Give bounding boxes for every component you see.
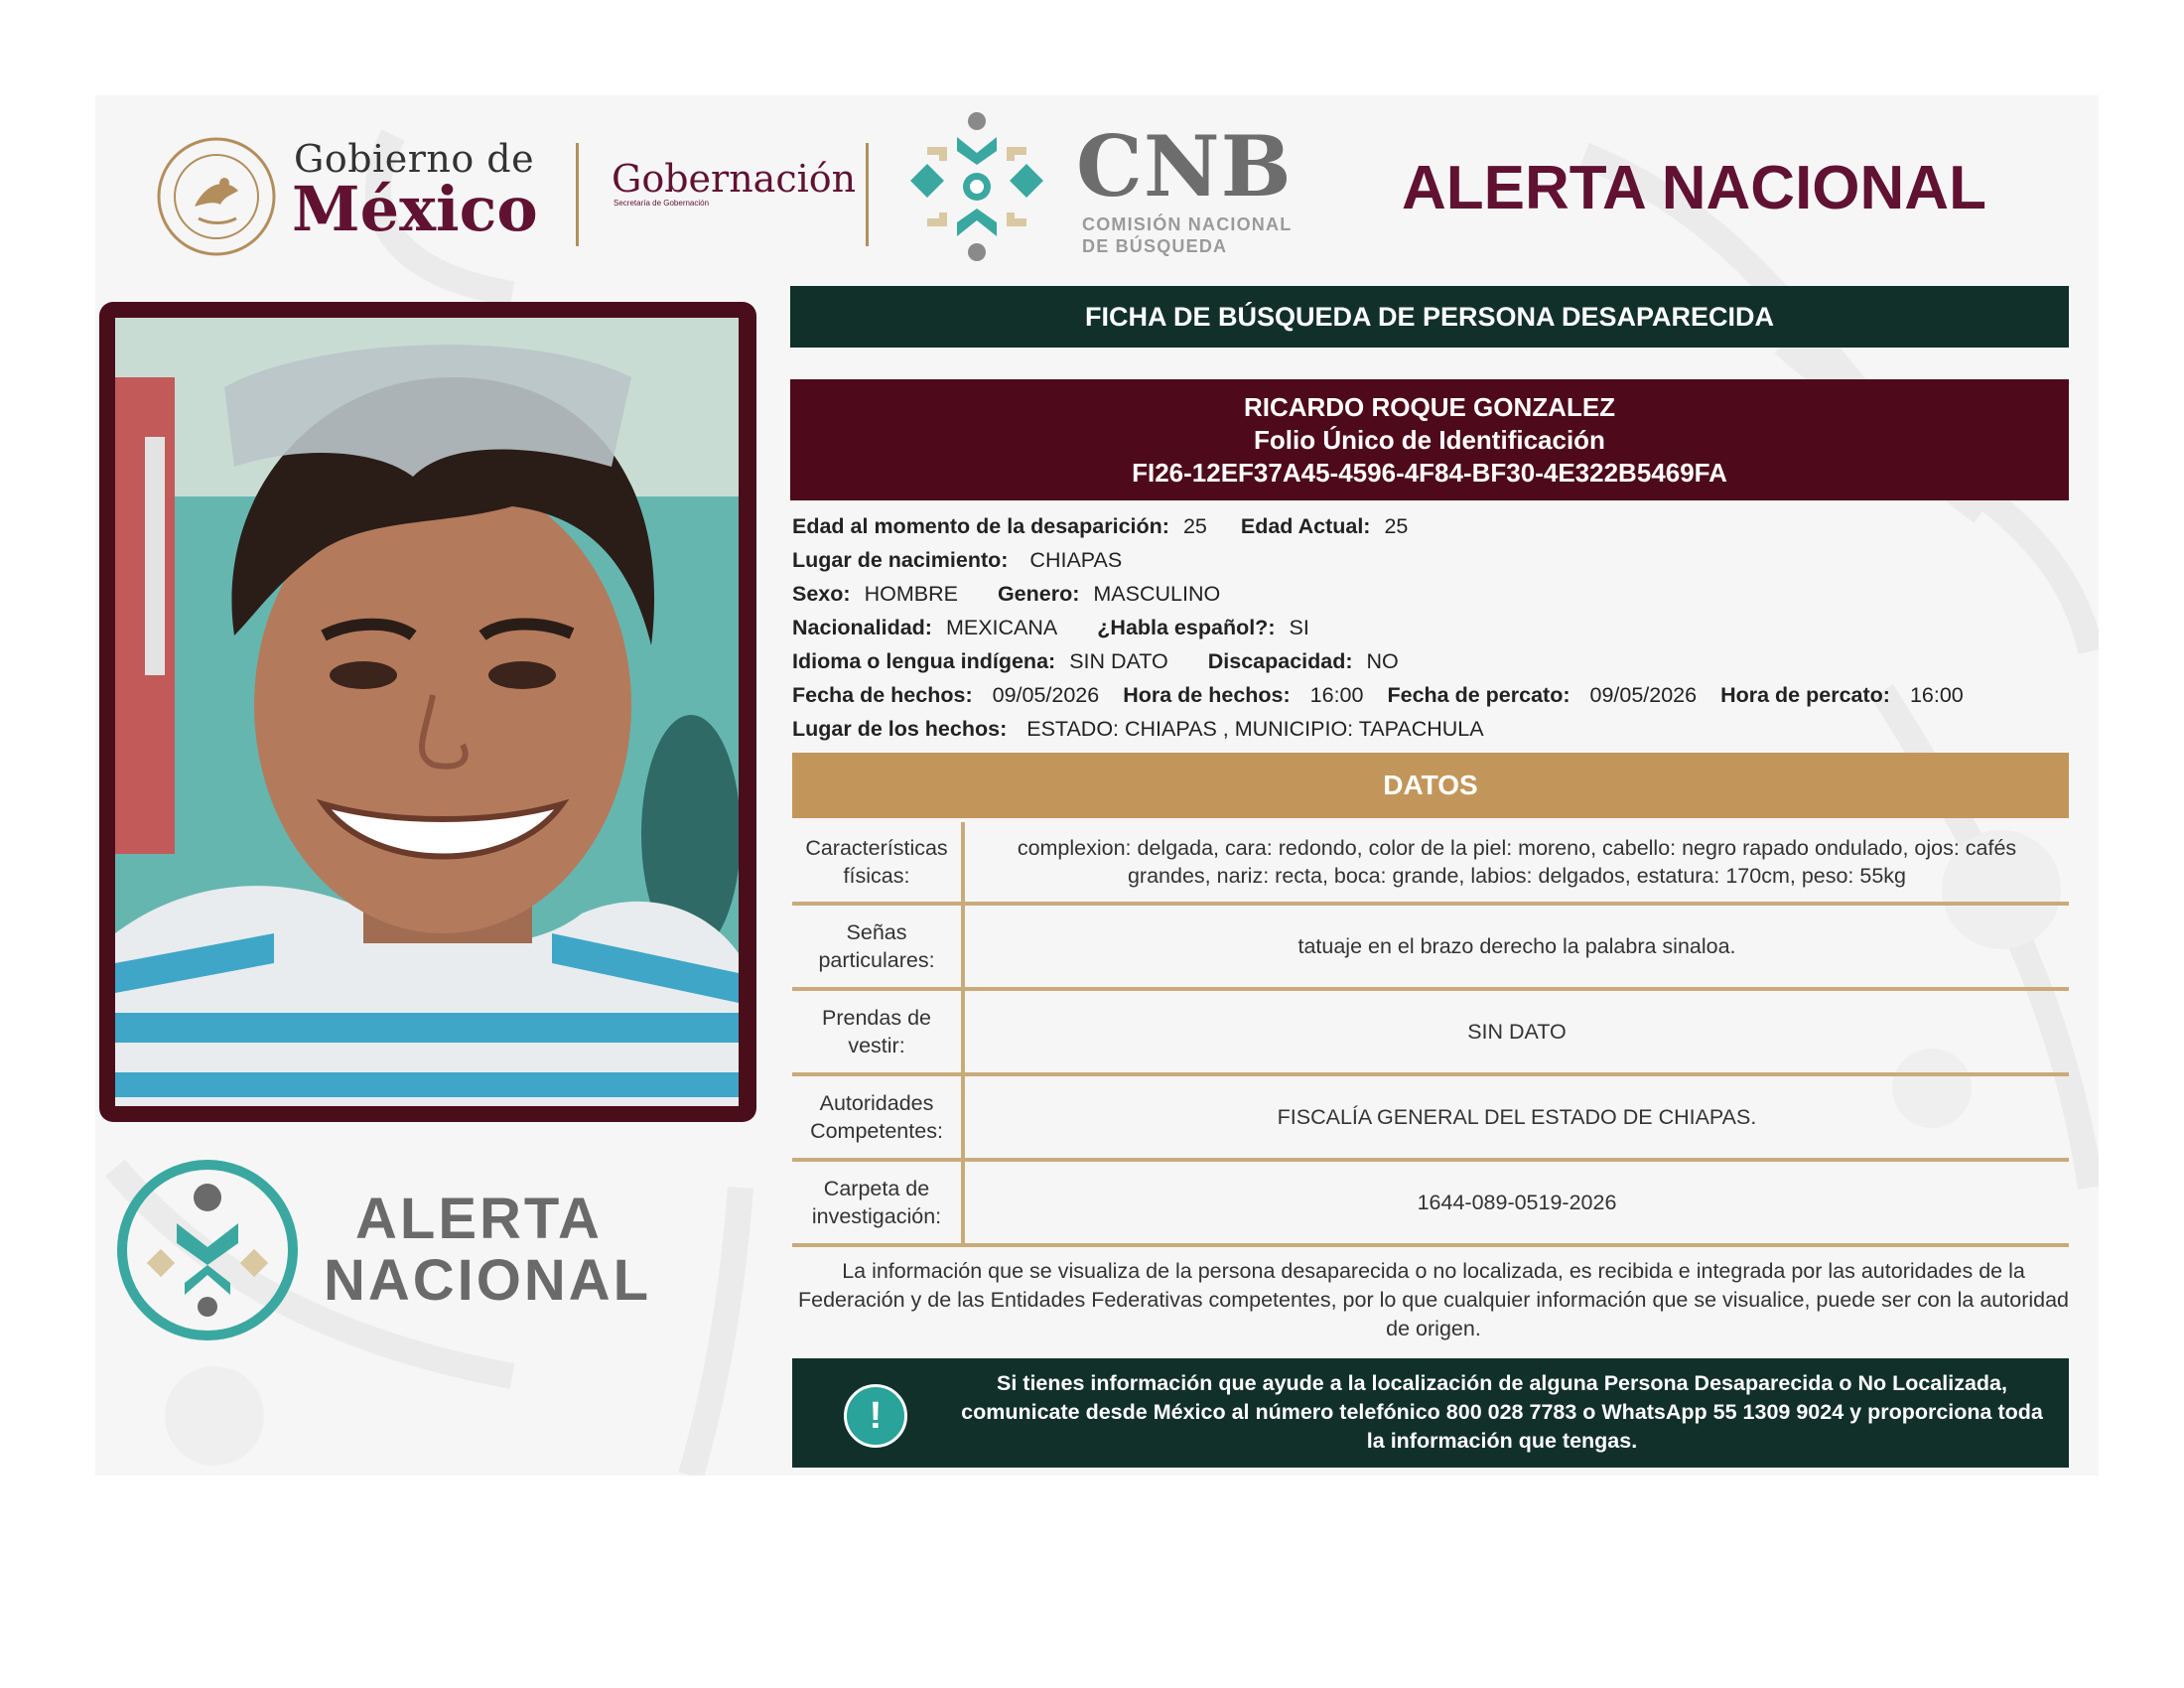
header-divider <box>576 143 579 246</box>
datos-row <box>792 822 2069 906</box>
datos-row <box>792 906 2069 991</box>
row-label: Señas particulares: <box>792 906 965 987</box>
label: Discapacidad: <box>1207 649 1353 673</box>
info-line-nacimiento <box>792 548 2073 573</box>
info-line-nacionalidad <box>792 616 2073 640</box>
value: HOMBRE <box>864 582 958 606</box>
label: Idioma o lengua indígena: <box>792 649 1056 673</box>
label: ¿Habla español?: <box>1097 616 1276 639</box>
ficha-title: FICHA DE BÚSQUEDA DE PERSONA DESAPARECIDA <box>790 286 2069 348</box>
gobierno-de-text: Gobierno de <box>294 137 535 181</box>
alerta-logo-text: ALERTA <box>355 1187 603 1251</box>
label: Genero: <box>997 582 1080 606</box>
label: Edad Actual: <box>1240 514 1371 538</box>
alerta-nacional-heading: ALERTA NACIONAL <box>1402 154 1986 222</box>
label: Hora de hechos: <box>1123 683 1291 707</box>
row-label: Autoridades Competentes: <box>792 1076 965 1158</box>
value: 25 <box>1182 514 1207 538</box>
value: MASCULINO <box>1093 582 1221 606</box>
contact-text: Si tienes información que ayude a la localización de alguna Persona Desaparecida o No Localizada, comunicate desde México al número telefónico 800 028 7783 o WhatsApp 55 1309 9024 y proporciona toda la información que tengas. <box>961 1371 2043 1453</box>
label: Nacionalidad: <box>792 616 932 639</box>
row-label: Características físicas: <box>792 822 965 902</box>
value: 09/05/2026 <box>992 683 1100 707</box>
cnb-logo-icon <box>899 107 1054 266</box>
gobernacion-subtitle: Secretaría de Gobernación <box>614 199 710 208</box>
header-divider <box>866 143 869 246</box>
person-name: RICARDO ROQUE GONZALEZ <box>1243 391 1616 422</box>
info-line-lugar-hechos <box>792 717 2073 742</box>
row-value: tatuaje en el brazo derecho la palabra sinaloa. <box>1297 934 1736 958</box>
cnb-subtitle-1: COMISIÓN NACIONAL <box>1082 214 1293 234</box>
value: ESTADO: CHIAPAS , MUNICIPIO: TAPACHULA <box>1026 717 1484 741</box>
folio-value: FI26-12EF37A45-4596-4F84-BF30-4E322B5469FA <box>1132 457 1727 488</box>
label: Lugar de nacimiento: <box>792 548 1009 572</box>
cnb-title: CNB <box>1076 117 1293 215</box>
nacional-logo-text: NACIONAL <box>324 1248 652 1313</box>
person-header <box>790 379 2069 500</box>
value: 25 <box>1384 514 1409 538</box>
value: CHIAPAS <box>1029 548 1123 572</box>
alert-poster <box>95 95 2099 1476</box>
value: MEXICANA <box>945 616 1058 639</box>
label: Edad al momento de la desaparición: <box>792 514 1169 538</box>
label: Sexo: <box>792 582 851 606</box>
info-line-idioma <box>792 649 2073 674</box>
row-label: Carpeta de investigación: <box>792 1162 965 1243</box>
coat-of-arms-icon <box>155 135 278 258</box>
cnb-subtitle-2: DE BÚSQUEDA <box>1082 236 1228 256</box>
info-line-edad <box>792 514 2073 539</box>
person-photo <box>115 318 739 1106</box>
row-value: FISCALÍA GENERAL DEL ESTADO DE CHIAPAS. <box>1277 1105 1757 1129</box>
datos-row <box>792 1076 2069 1162</box>
alerta-nacional-logo-icon <box>115 1158 300 1342</box>
value: NO <box>1366 649 1399 673</box>
value: 16:00 <box>1309 683 1364 707</box>
row-label: Prendas de vestir: <box>792 991 965 1072</box>
value: 16:00 <box>1909 683 1964 707</box>
datos-row <box>792 1162 2069 1247</box>
info-line-fechas <box>792 683 2073 708</box>
label: Hora de percato: <box>1720 683 1890 707</box>
gobernacion-text: Gobernación <box>612 157 857 201</box>
folio-label: Folio Único de Identificación <box>1254 424 1605 455</box>
label: Lugar de los hechos: <box>792 717 1008 741</box>
datos-header: DATOS <box>792 753 2069 818</box>
row-value: 1644-089-0519-2026 <box>1417 1191 1617 1214</box>
row-value: complexion: delgada, cara: redondo, color de la piel: moreno, cabello: negro rapado ondulado, ojos: cafés grandes, nariz: recta, boca: grande, labios: delgados, estatura: 170cm, peso: 55kg <box>1017 836 2017 888</box>
value: SIN DATO <box>1069 649 1168 673</box>
mexico-text: México <box>292 173 538 245</box>
value: SI <box>1289 616 1309 639</box>
exclamation-icon: ! <box>844 1384 907 1448</box>
label: Fecha de percato: <box>1387 683 1570 707</box>
value: 09/05/2026 <box>1589 683 1698 707</box>
label: Fecha de hechos: <box>792 683 973 707</box>
row-value: SIN DATO <box>1467 1020 1567 1044</box>
datos-row <box>792 991 2069 1076</box>
info-line-sexo <box>792 582 2073 607</box>
disclaimer-text: La información que se visualiza de la persona desaparecida o no localizada, es recibida e integrada por las autoridades de la Federación y de las Entidades Federativas competentes, por lo que cualquier información que se visualice, puede ser con la autoridad de origen. <box>798 1259 2070 1340</box>
